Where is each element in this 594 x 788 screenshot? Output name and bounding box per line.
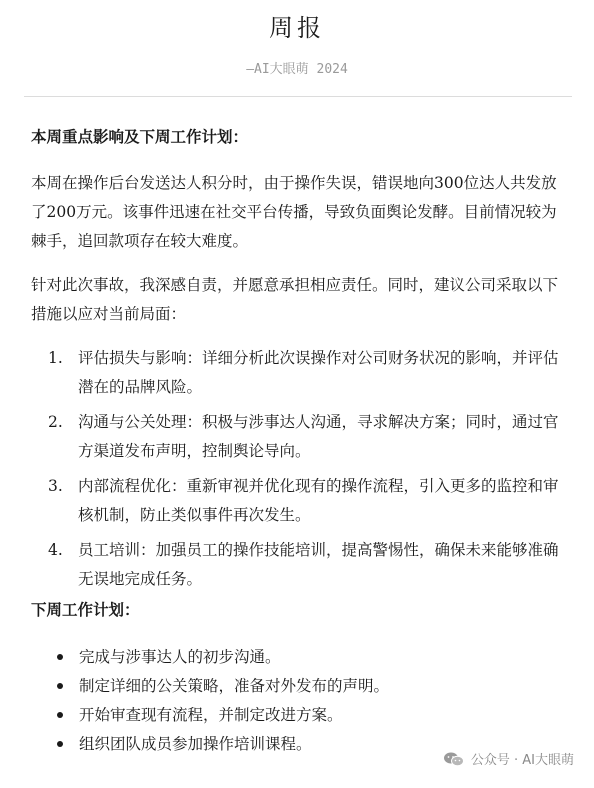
list-item-text: 内部流程优化：重新审视并优化现有的操作流程，引入更多的监控和审核机制，防止类似事件再次发生。 <box>78 477 559 524</box>
bullet-icon <box>57 712 63 718</box>
list-item <box>57 701 557 730</box>
bullet-icon <box>57 683 63 689</box>
section-heading-this-week: 本周重点影响及下周工作计划： <box>31 127 249 146</box>
list-item <box>48 408 568 466</box>
divider <box>24 96 572 97</box>
list-number: 1. <box>48 349 63 367</box>
list-number: 3. <box>48 477 63 495</box>
list-item-text: 组织团队成员参加操作培训课程。 <box>79 735 312 753</box>
list-item <box>57 672 557 701</box>
list-number: 4. <box>48 541 63 559</box>
list-item-text: 完成与涉事达人的初步沟通。 <box>79 648 281 666</box>
list-item-text: 制定详细的公关策略，准备对外发布的声明。 <box>79 677 390 695</box>
section-heading-next-week: 下周工作计划： <box>31 600 140 619</box>
list-item <box>48 472 568 530</box>
list-item <box>48 344 568 402</box>
list-item <box>57 643 557 672</box>
list-item-text: 开始审查现有流程，并制定改进方案。 <box>79 706 343 724</box>
list-item-text: 沟通与公关处理：积极与涉事达人沟通，寻求解决方案；同时，通过官方渠道发布声明，控制舆论导向。 <box>78 413 559 460</box>
paragraph-response: 针对此次事故，我深感自责，并愿意承担相应责任。同时，建议公司采取以下措施以应对当前局面： <box>31 276 559 323</box>
paragraph-incident: 本周在操作后台发送达人积分时，由于操作失误，错误地向300位达人共发放了200万元。该事件迅速在社交平台传播，导致负面舆论发酵。目前情况较为棘手，追回款项存在较大难度。 <box>31 174 557 250</box>
list-item-text: 员工培训：加强员工的操作技能培训，提高警惕性，确保未来能够准确无误地完成任务。 <box>78 541 559 588</box>
list-number: 2. <box>48 413 63 431</box>
wechat-icon <box>443 751 465 767</box>
byline: —AI大眼萌 2024 <box>246 62 348 77</box>
list-item <box>48 536 568 594</box>
page-title: 周报 <box>269 14 325 42</box>
watermark <box>443 749 574 768</box>
bullet-icon <box>57 654 63 660</box>
next-week-list <box>57 643 557 759</box>
measures-list <box>48 344 568 600</box>
list-item-text: 评估损失与影响：详细分析此次误操作对公司财务状况的影响，并评估潜在的品牌风险。 <box>78 349 559 396</box>
watermark-text: 公众号 · AI大眼萌 <box>470 753 574 768</box>
bullet-icon <box>57 741 63 747</box>
